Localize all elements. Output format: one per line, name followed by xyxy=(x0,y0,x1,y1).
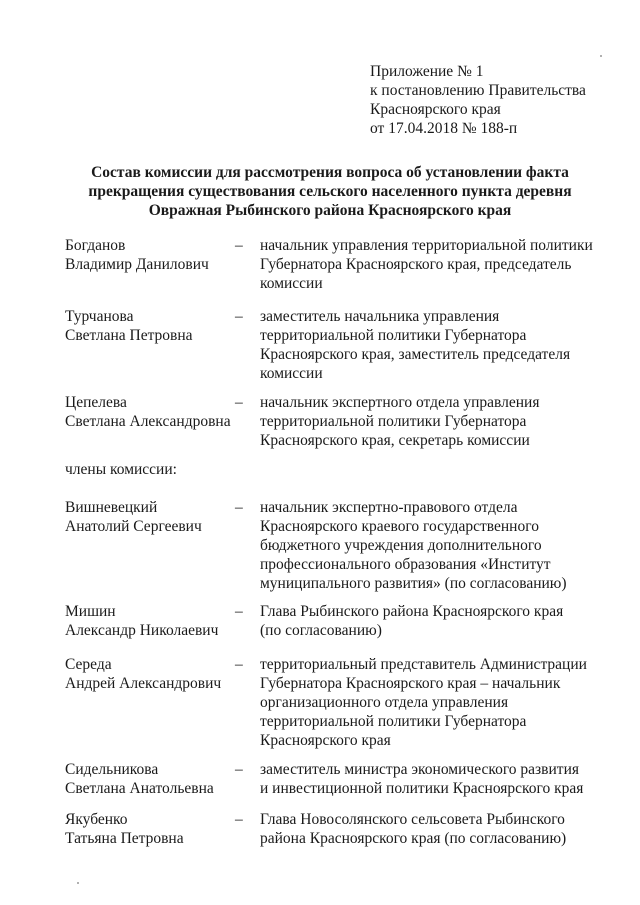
role-line: профессионального образования «Институт xyxy=(260,556,551,573)
appendix-date: от 17.04.2018 № 188-п xyxy=(370,120,518,137)
scan-speck xyxy=(600,55,602,57)
role-line: начальник управления территориальной политики xyxy=(260,237,593,254)
member-role xyxy=(260,393,600,450)
dash-separator: – xyxy=(235,656,243,673)
member-role xyxy=(260,236,600,293)
role-line: комиссии xyxy=(260,365,323,382)
dash-separator: – xyxy=(235,499,243,516)
dash-separator: – xyxy=(235,308,243,325)
title-line-2: прекращения существования сельского населенного пункта деревня xyxy=(88,183,572,200)
role-line: района Красноярского края (по согласованию) xyxy=(260,830,567,847)
role-line: Красноярского края xyxy=(260,732,391,749)
member-surname: Сидельникова xyxy=(65,761,159,778)
role-line: бюджетного учреждения дополнительного xyxy=(260,537,542,554)
role-line: муниципального развития» (по согласованию) xyxy=(260,575,567,592)
member-given-name: Светлана Анатольевна xyxy=(65,780,214,797)
role-line: заместитель начальника управления xyxy=(260,308,500,325)
member-given-name: Анатолий Сергеевич xyxy=(65,518,202,535)
role-line: Красноярского края, секретарь комиссии xyxy=(260,432,530,449)
member-name xyxy=(65,760,235,798)
dash-separator: – xyxy=(235,761,243,778)
member-name xyxy=(65,810,235,848)
member-name xyxy=(65,307,235,345)
dash-separator: – xyxy=(235,394,243,411)
member-surname: Цепелева xyxy=(65,394,127,411)
dash-separator: – xyxy=(235,811,243,828)
role-line: организационного отдела управления xyxy=(260,694,509,711)
member-name xyxy=(65,602,235,640)
member-surname: Мишин xyxy=(65,603,116,620)
role-line: Губернатора Красноярского края, председатель xyxy=(260,256,572,273)
dash-separator: – xyxy=(235,603,243,620)
member-surname: Турчанова xyxy=(65,308,134,325)
member-surname: Богданов xyxy=(65,237,126,254)
appendix-region: Красноярского края xyxy=(370,101,501,118)
appendix-number: Приложение № 1 xyxy=(370,63,484,80)
member-name xyxy=(65,236,235,274)
member-role xyxy=(260,760,600,798)
role-line: заместитель министра экономического развития xyxy=(260,761,579,778)
appendix-header xyxy=(370,62,586,138)
member-surname: Вишневецкий xyxy=(65,499,158,516)
role-line: Глава Новосолянского сельсовета Рыбинского xyxy=(260,811,565,828)
role-line: территориальный представитель Администрации xyxy=(260,656,587,673)
role-line: территориальной политики Губернатора xyxy=(260,327,527,344)
member-given-name: Андрей Александрович xyxy=(65,675,222,692)
member-given-name: Владимир Данилович xyxy=(65,256,209,273)
role-line: комиссии xyxy=(260,275,323,292)
member-role xyxy=(260,602,600,640)
role-line: Красноярского края, заместитель председателя xyxy=(260,346,571,363)
member-surname: Середа xyxy=(65,656,112,673)
member-role xyxy=(260,655,600,750)
title-line-3: Овражная Рыбинского района Красноярского края xyxy=(148,202,512,219)
dash-separator: – xyxy=(235,237,243,254)
member-given-name: Александр Николаевич xyxy=(65,622,219,639)
role-line: Глава Рыбинского района Красноярского края xyxy=(260,603,564,620)
role-line: территориальной политики Губернатора xyxy=(260,413,527,430)
member-given-name: Светлана Александровна xyxy=(65,413,231,430)
member-name xyxy=(65,393,235,431)
member-role xyxy=(260,498,600,593)
member-name xyxy=(65,498,235,536)
member-role xyxy=(260,810,600,848)
member-given-name: Светлана Петровна xyxy=(65,327,193,344)
members-label: члены комиссии: xyxy=(65,461,177,478)
member-name xyxy=(65,655,235,693)
appendix-resolution: к постановлению Правительства xyxy=(370,82,586,99)
role-line: территориальной политики Губернатора xyxy=(260,713,527,730)
title-line-1: Состав комиссии для рассмотрения вопроса об установлении факта xyxy=(91,164,569,181)
document-title xyxy=(40,163,620,220)
role-line: (по согласованию) xyxy=(260,622,382,639)
role-line: начальник экспертно-правового отдела xyxy=(260,499,518,516)
member-surname: Якубенко xyxy=(65,811,128,828)
role-line: Губернатора Красноярского края – начальник xyxy=(260,675,561,692)
member-given-name: Татьяна Петровна xyxy=(65,830,184,847)
member-role xyxy=(260,307,600,383)
scan-speck xyxy=(77,882,79,884)
role-line: начальник экспертного отдела управления xyxy=(260,394,540,411)
role-line: Красноярского краевого государственного xyxy=(260,518,539,535)
role-line: и инвестиционной политики Красноярского края xyxy=(260,780,584,797)
